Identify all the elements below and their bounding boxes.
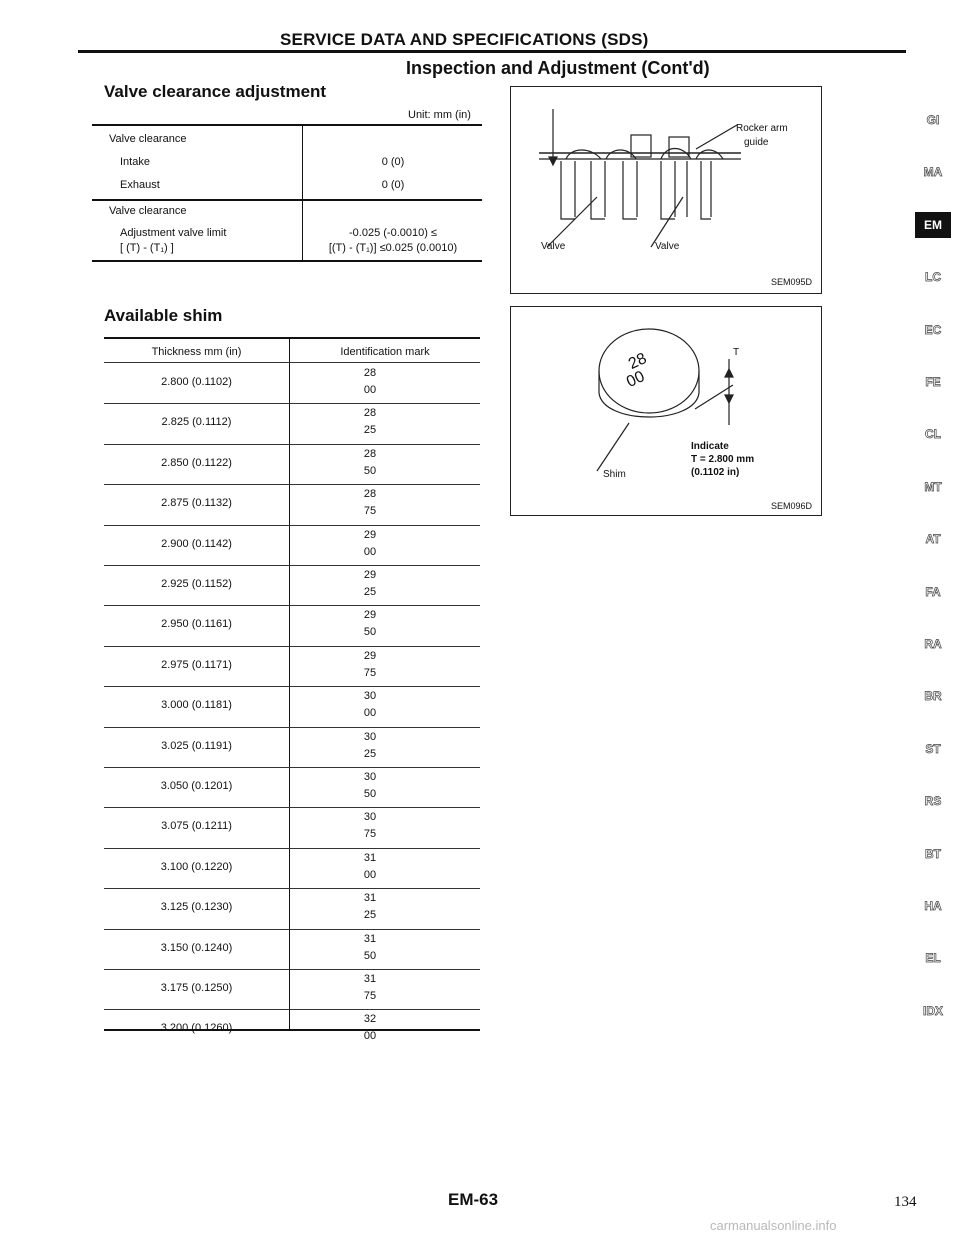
shim-mark-bottom: 25 — [363, 424, 377, 437]
shim-table-top-rule — [104, 337, 480, 339]
shim-mark-bottom: 00 — [363, 384, 377, 396]
tab-gi[interactable]: GI — [926, 113, 940, 127]
shim-mark-bottom: 50 — [363, 949, 377, 962]
shim-mark-top: 31 — [363, 973, 377, 985]
figure-code: SEM096D — [771, 501, 813, 511]
tab-ec[interactable]: EC — [924, 322, 942, 337]
vc-label: Adjustment valve limit — [120, 227, 227, 239]
shim-row-rule — [104, 605, 480, 606]
shim-row-rule — [104, 646, 480, 647]
shim-row-rule — [104, 686, 480, 687]
shim-row-rule — [104, 888, 480, 889]
shim-mark: 00 — [624, 368, 648, 392]
vc-label: Valve clearance — [109, 133, 187, 145]
tab-cl[interactable]: CL — [925, 427, 941, 442]
shim-mark-bottom: 25 — [363, 747, 377, 760]
page-number: 134 — [894, 1194, 917, 1210]
shim-row-rule — [104, 403, 480, 404]
available-shim-title: Available shim — [104, 306, 223, 325]
shim-thickness: 2.825 (0.1112) — [161, 416, 232, 429]
shim-thickness: 2.900 (0.1142) — [161, 537, 232, 550]
valve-label-right: Valve — [655, 241, 680, 252]
shim-table-divider — [289, 338, 290, 1030]
valve-clearance-title: Valve clearance adjustment — [104, 82, 327, 101]
shim-mark-top: 29 — [363, 649, 377, 662]
tab-el[interactable]: EL — [925, 951, 941, 966]
vc-label: Exhaust — [120, 179, 160, 191]
valve-label-left: Valve — [541, 241, 566, 252]
shim-mark-top: 31 — [363, 851, 377, 864]
shim-thickness: 3.100 (0.1220) — [160, 860, 233, 873]
shim-mark-top: 30 — [363, 690, 377, 703]
shim-row-rule — [104, 565, 480, 566]
vc-value: 0 (0) — [381, 179, 405, 191]
tab-at[interactable]: AT — [925, 532, 941, 547]
shim-row-rule — [104, 929, 480, 930]
shim-thickness: 2.800 (0.1102) — [161, 376, 232, 388]
section-subtitle: Inspection and Adjustment (Cont'd) — [406, 58, 710, 78]
shim-row-rule — [104, 727, 480, 728]
shim-mark-bottom: 25 — [363, 909, 377, 922]
figure-shim — [510, 306, 822, 516]
table-bottom-rule — [92, 260, 482, 262]
shim-thickness: 3.125 (0.1230) — [160, 901, 233, 914]
shim-row-rule — [104, 444, 480, 445]
section-header-title: SERVICE DATA AND SPECIFICATIONS (SDS) — [280, 30, 649, 49]
shim-thickness: 2.950 (0.1161) — [161, 618, 232, 631]
shim-mark-top: 30 — [363, 811, 377, 824]
shim-mark-top: 28 — [363, 367, 377, 379]
tab-mt[interactable]: MT — [924, 479, 942, 494]
indicate-label: (0.1102 in) — [691, 467, 740, 478]
tab-fa[interactable]: FA — [925, 584, 941, 599]
shim-thickness: 2.875 (0.1132) — [161, 497, 232, 510]
shim-thickness: 3.000 (0.1181) — [161, 699, 232, 712]
shim-thickness: 2.850 (0.1122) — [161, 456, 232, 469]
tab-ha[interactable]: HA — [924, 899, 942, 913]
tab-bt[interactable]: BT — [925, 846, 941, 861]
shim-row-rule — [104, 969, 480, 970]
valve-rocker-illustration — [511, 87, 821, 293]
tab-st[interactable]: ST — [925, 741, 941, 756]
shim-mark-bottom: 75 — [363, 666, 377, 679]
shim-mark-bottom: 75 — [363, 990, 377, 1002]
shim-mark-bottom: 75 — [363, 505, 377, 518]
shim-thickness: 3.200 (0.1260) — [160, 1022, 233, 1035]
tab-ma[interactable]: MA — [923, 165, 943, 180]
shim-mark: 28 — [626, 350, 650, 374]
unit-label: Unit: mm (in) — [408, 109, 471, 121]
shim-row-rule — [104, 767, 480, 768]
tab-em[interactable]: EM — [915, 212, 951, 238]
shim-mark-bottom: 00 — [363, 868, 377, 881]
vc-value: -0.025 (-0.0010) ≤ — [349, 227, 437, 239]
shim-illustration — [511, 307, 821, 515]
shim-row-rule — [104, 1009, 480, 1010]
tab-rs[interactable]: RS — [924, 794, 942, 809]
shim-mark-bottom: 50 — [363, 626, 377, 639]
vc-value: [(T) - (T₁)] ≤0.025 (0.0010) — [328, 242, 458, 254]
shim-mark-top: 29 — [363, 609, 377, 622]
vc-label: Intake — [120, 156, 150, 168]
shim-mark-top: 29 — [363, 528, 377, 541]
shim-mark-top: 30 — [363, 730, 377, 743]
shim-mark-top: 28 — [363, 447, 377, 460]
tab-br[interactable]: BR — [924, 689, 942, 704]
shim-thickness: 2.975 (0.1171) — [161, 658, 232, 671]
watermark: carmanualsonline.info — [710, 1218, 837, 1233]
indicate-label: T = 2.800 mm — [691, 454, 755, 465]
shim-mark-bottom: 25 — [363, 586, 377, 598]
shim-mark-top: 32 — [363, 1013, 377, 1026]
indicate-label: Indicate — [691, 441, 729, 452]
shim-mark-top: 31 — [363, 932, 377, 945]
shim-row-rule — [104, 484, 480, 485]
tab-fe[interactable]: FE — [925, 375, 941, 389]
section-tabs — [915, 0, 955, 1100]
rocker-label: guide — [744, 137, 769, 148]
shim-mark-bottom: 00 — [363, 1030, 377, 1043]
t-label: T — [733, 347, 740, 358]
tab-lc[interactable]: LC — [925, 270, 941, 285]
header-rule — [78, 50, 906, 53]
shim-mark-bottom: 00 — [363, 707, 377, 720]
shim-thickness: 3.025 (0.1191) — [161, 739, 232, 752]
vc-value: 0 (0) — [381, 156, 405, 168]
shim-col-thickness: Thickness mm (in) — [151, 346, 242, 358]
page-label: EM-63 — [448, 1190, 499, 1209]
shim-header-rule — [104, 362, 480, 363]
shim-thickness: 3.050 (0.1201) — [160, 780, 233, 792]
shim-thickness: 3.075 (0.1211) — [161, 820, 232, 833]
shim-row-rule — [104, 848, 480, 849]
figure-code: SEM095D — [771, 277, 813, 287]
shim-mark-bottom: 50 — [363, 788, 377, 800]
figure-valve-rocker — [510, 86, 822, 294]
shim-mark-top: 30 — [363, 771, 377, 783]
tab-idx[interactable]: IDX — [922, 1003, 943, 1018]
table-row-rule — [92, 199, 482, 201]
shim-thickness: 3.150 (0.1240) — [160, 941, 233, 954]
shim-thickness: 2.925 (0.1152) — [161, 578, 232, 590]
shim-mark-top: 28 — [363, 407, 377, 420]
shim-label: Shim — [603, 469, 626, 480]
shim-thickness: 3.175 (0.1250) — [160, 982, 233, 994]
shim-mark-bottom: 75 — [363, 828, 377, 841]
shim-row-rule — [104, 525, 480, 526]
shim-col-mark: Identification mark — [340, 346, 430, 358]
shim-mark-bottom: 50 — [363, 464, 377, 477]
shim-row-rule — [104, 807, 480, 808]
vc-label: Valve clearance — [109, 205, 187, 217]
shim-mark-bottom: 00 — [363, 545, 377, 558]
shim-mark-top: 29 — [363, 569, 377, 581]
shim-mark-top: 31 — [363, 892, 377, 905]
vc-label: [ (T) - (T₁) ] — [120, 242, 174, 254]
table-divider — [302, 125, 303, 261]
table-top-rule — [92, 124, 482, 126]
rocker-label: Rocker arm — [736, 123, 788, 134]
tab-ra[interactable]: RA — [924, 637, 942, 651]
shim-mark-top: 28 — [363, 488, 377, 501]
